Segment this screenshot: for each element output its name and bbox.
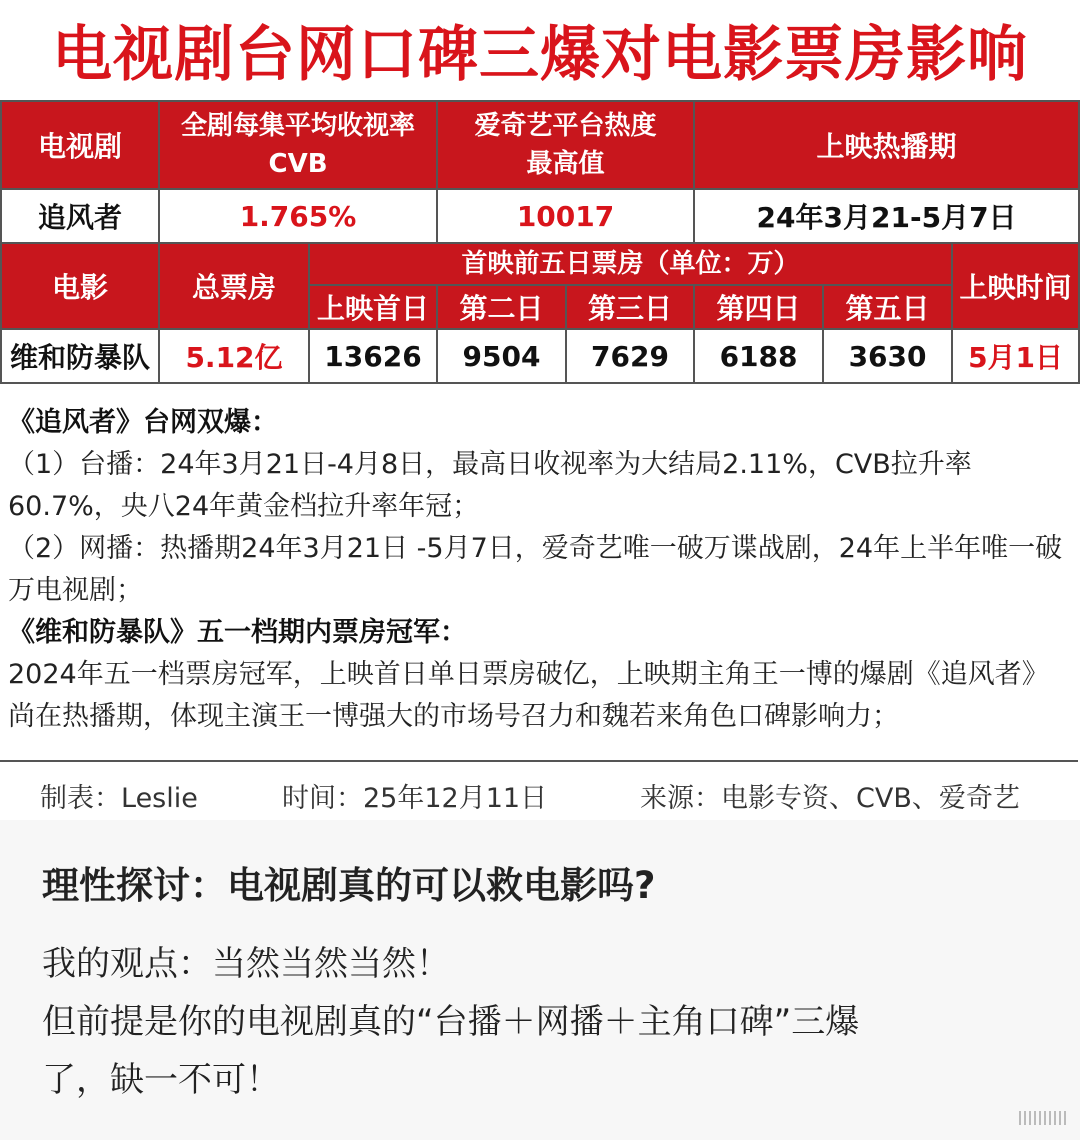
tv-header-row <box>1 101 1079 189</box>
cell-total: 5.12亿 <box>159 329 309 383</box>
data-table <box>0 100 1080 384</box>
footer-time: 时间：25年12月11日 <box>282 783 548 814</box>
header-cvb-line2: CVB <box>268 149 328 179</box>
header-cvb <box>159 101 437 189</box>
notes-heading: 《维和防暴队》五一档期内票房冠军： <box>8 617 467 648</box>
film-header-row <box>1 243 1079 285</box>
notes-section <box>8 402 1074 738</box>
cell-day: 9504 <box>437 329 566 383</box>
header-first5: 首映前五日票房（单位：万） <box>309 243 952 285</box>
infographic-title: 电视剧台网口碑三爆对电影票房影响 <box>0 0 1080 102</box>
header-period: 上映热播期 <box>694 101 1079 189</box>
post-line: 了，缺一不可！ <box>42 1060 280 1100</box>
cell-film: 维和防暴队 <box>1 329 159 383</box>
header-iqiyi <box>437 101 694 189</box>
tv-data-row <box>1 189 1079 243</box>
header-day: 上映首日 <box>309 285 437 329</box>
cell-drama: 追风者 <box>1 189 159 243</box>
header-day: 第二日 <box>437 285 566 329</box>
table-footer <box>0 760 1078 820</box>
notes-paragraph: （2）网播：热播期24年3月21日 -5月7日，爱奇艺唯一破万谍战剧，24年上半年唯一破万电视剧； <box>8 533 1063 606</box>
header-iqiyi-line2: 最高值 <box>526 149 605 179</box>
cell-day: 7629 <box>566 329 694 383</box>
cell-cvb: 1.765% <box>159 189 437 243</box>
header-day: 第五日 <box>823 285 952 329</box>
post-line: 我的观点：当然当然当然！ <box>42 944 450 984</box>
header-cvb-line1: 全剧每集平均收视率 <box>181 111 416 141</box>
post-body <box>42 935 1042 1109</box>
notes-paragraph: 2024年五一档票房冠军，上映首日单日票房破亿，上映期主角王一博的爆剧《追风者》尚在热播期，体现主演王一博强大的市场号召力和魏若来角色口碑影响力； <box>8 659 1049 732</box>
cell-iqiyi: 10017 <box>437 189 694 243</box>
cell-day: 13626 <box>309 329 437 383</box>
header-iqiyi-line1: 爱奇艺平台热度 <box>474 111 657 141</box>
film-data-row <box>1 329 1079 383</box>
header-day: 第三日 <box>566 285 694 329</box>
header-total: 总票房 <box>159 243 309 329</box>
header-film: 电影 <box>1 243 159 329</box>
notes-heading: 《追风者》台网双爆： <box>8 407 278 438</box>
header-day: 第四日 <box>694 285 823 329</box>
footer-source: 来源：电影专资、CVB、爱奇艺 <box>640 783 1020 814</box>
cell-period: 24年3月21-5月7日 <box>694 189 1079 243</box>
cell-day: 6188 <box>694 329 823 383</box>
post-line: 但前提是你的电视剧真的“台播＋网播＋主角口碑”三爆 <box>42 1002 860 1042</box>
footer-maker: 制表：Leslie <box>40 783 198 814</box>
post-title: 理性探讨：电视剧真的可以救电影吗? <box>42 864 656 907</box>
header-drama: 电视剧 <box>1 101 159 189</box>
header-release: 上映时间 <box>952 243 1079 329</box>
watermark-icon <box>996 1110 1066 1126</box>
cell-release: 5月1日 <box>952 329 1079 383</box>
notes-paragraph: （1）台播：24年3月21日-4月8日，最高日收视率为大结局2.11%，CVB拉升率60.7%，央八24年黄金档拉升率年冠； <box>8 449 972 522</box>
cell-day: 3630 <box>823 329 952 383</box>
